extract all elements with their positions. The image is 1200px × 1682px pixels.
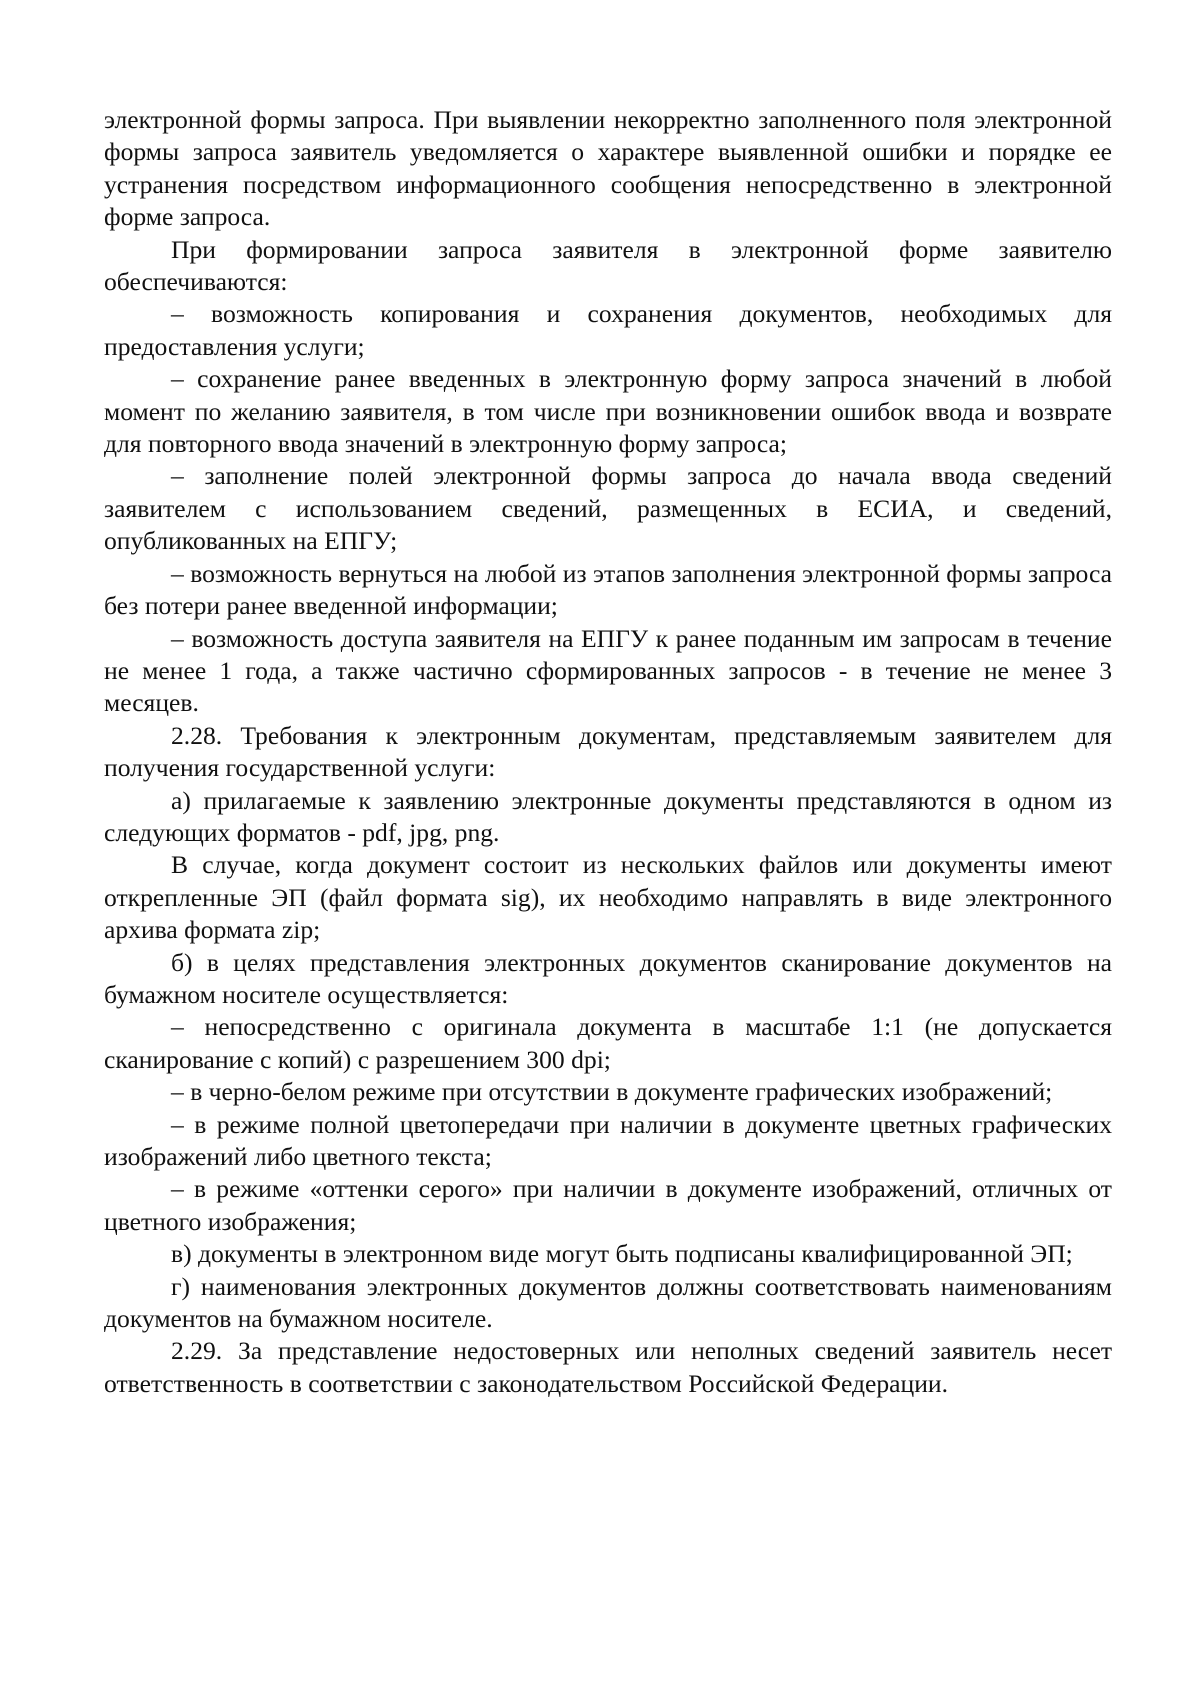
item-b-scanning: б) в целях представления электронных документов сканирование документов на бумажном носителе осуществляется:	[104, 947, 1112, 1009]
item-a-formats: а) прилагаемые к заявлению электронные документы представляются в одном из следующих форматов - pdf, jpg, png.	[104, 785, 1112, 847]
item-g-naming: г) наименования электронных документов должны соответствовать наименованиям документов на бумажном носителе.	[104, 1271, 1112, 1334]
list-item-prefill-fields: – заполнение полей электронной формы запроса до начала ввода сведений заявителем с использованием сведений, размещенных в ЕСИА, и сведений, опубликованных на ЕПГУ;	[104, 461, 1112, 556]
section-2-29-responsibility: 2.29. За представление недостоверных или неполных сведений заявитель несет ответственность в соответствии с законодательством Российской Федерации.	[104, 1336, 1112, 1398]
list-item-grayscale: – в режиме «оттенки серого» при наличии в документе изображений, отличных от цветного изображения;	[104, 1174, 1112, 1236]
paragraph-form-errors: электронной формы запроса. При выявлении некорректно заполненного поля электронной формы запроса заявитель уведомляется о характере выявленной ошибки и порядке ее устранения посредством информационного сообщения непосредственно в электронной форме запроса.	[104, 105, 1112, 232]
document-page	[104, 104, 1112, 1400]
list-item-black-white: – в черно-белом режиме при отсутствии в документе графических изображений;	[171, 1077, 1053, 1107]
list-item-access-requests: – возможность доступа заявителя на ЕПГУ к ранее поданным им запросам в течение не менее 1 года, а также частично сформированных запросов - в течение не менее 3 месяцев.	[104, 623, 1112, 718]
paragraph-zip-archive: В случае, когда документ состоит из нескольких файлов или документы имеют открепленные ЭП (файл формата sig), их необходимо направлять в виде электронного архива формата zip;	[104, 850, 1112, 945]
section-2-28-heading: 2.28. Требования к электронным документам, представляемым заявителем для получения государственной услуги:	[104, 720, 1112, 783]
list-item-full-color: – в режиме полной цветопередачи при наличии в документе цветных графических изображений либо цветного текста;	[104, 1109, 1112, 1171]
list-item-return-step: – возможность вернуться на любой из этапов заполнения электронной формы запроса без потери ранее введенной информации;	[104, 558, 1112, 621]
item-v-signature: в) документы в электронном виде могут быть подписаны квалифицированной ЭП;	[171, 1239, 1073, 1269]
list-item-copy-documents: – возможность копирования и сохранения документов, необходимых для предоставления услуги;	[104, 299, 1112, 361]
paragraph-form-provisions: При формировании запроса заявителя в электронной форме заявителю обеспечиваются:	[104, 234, 1112, 297]
list-item-save-values: – сохранение ранее введенных в электронную форму запроса значений в любой момент по желанию заявителя, в том числе при возникновении ошибок ввода и возврате для повторного ввода значений в электронную форму запроса;	[104, 364, 1112, 459]
list-item-scan-original: – непосредственно с оригинала документа в масштабе 1:1 (не допускается сканирование с копий) с разрешением 300 dpi;	[104, 1012, 1112, 1074]
